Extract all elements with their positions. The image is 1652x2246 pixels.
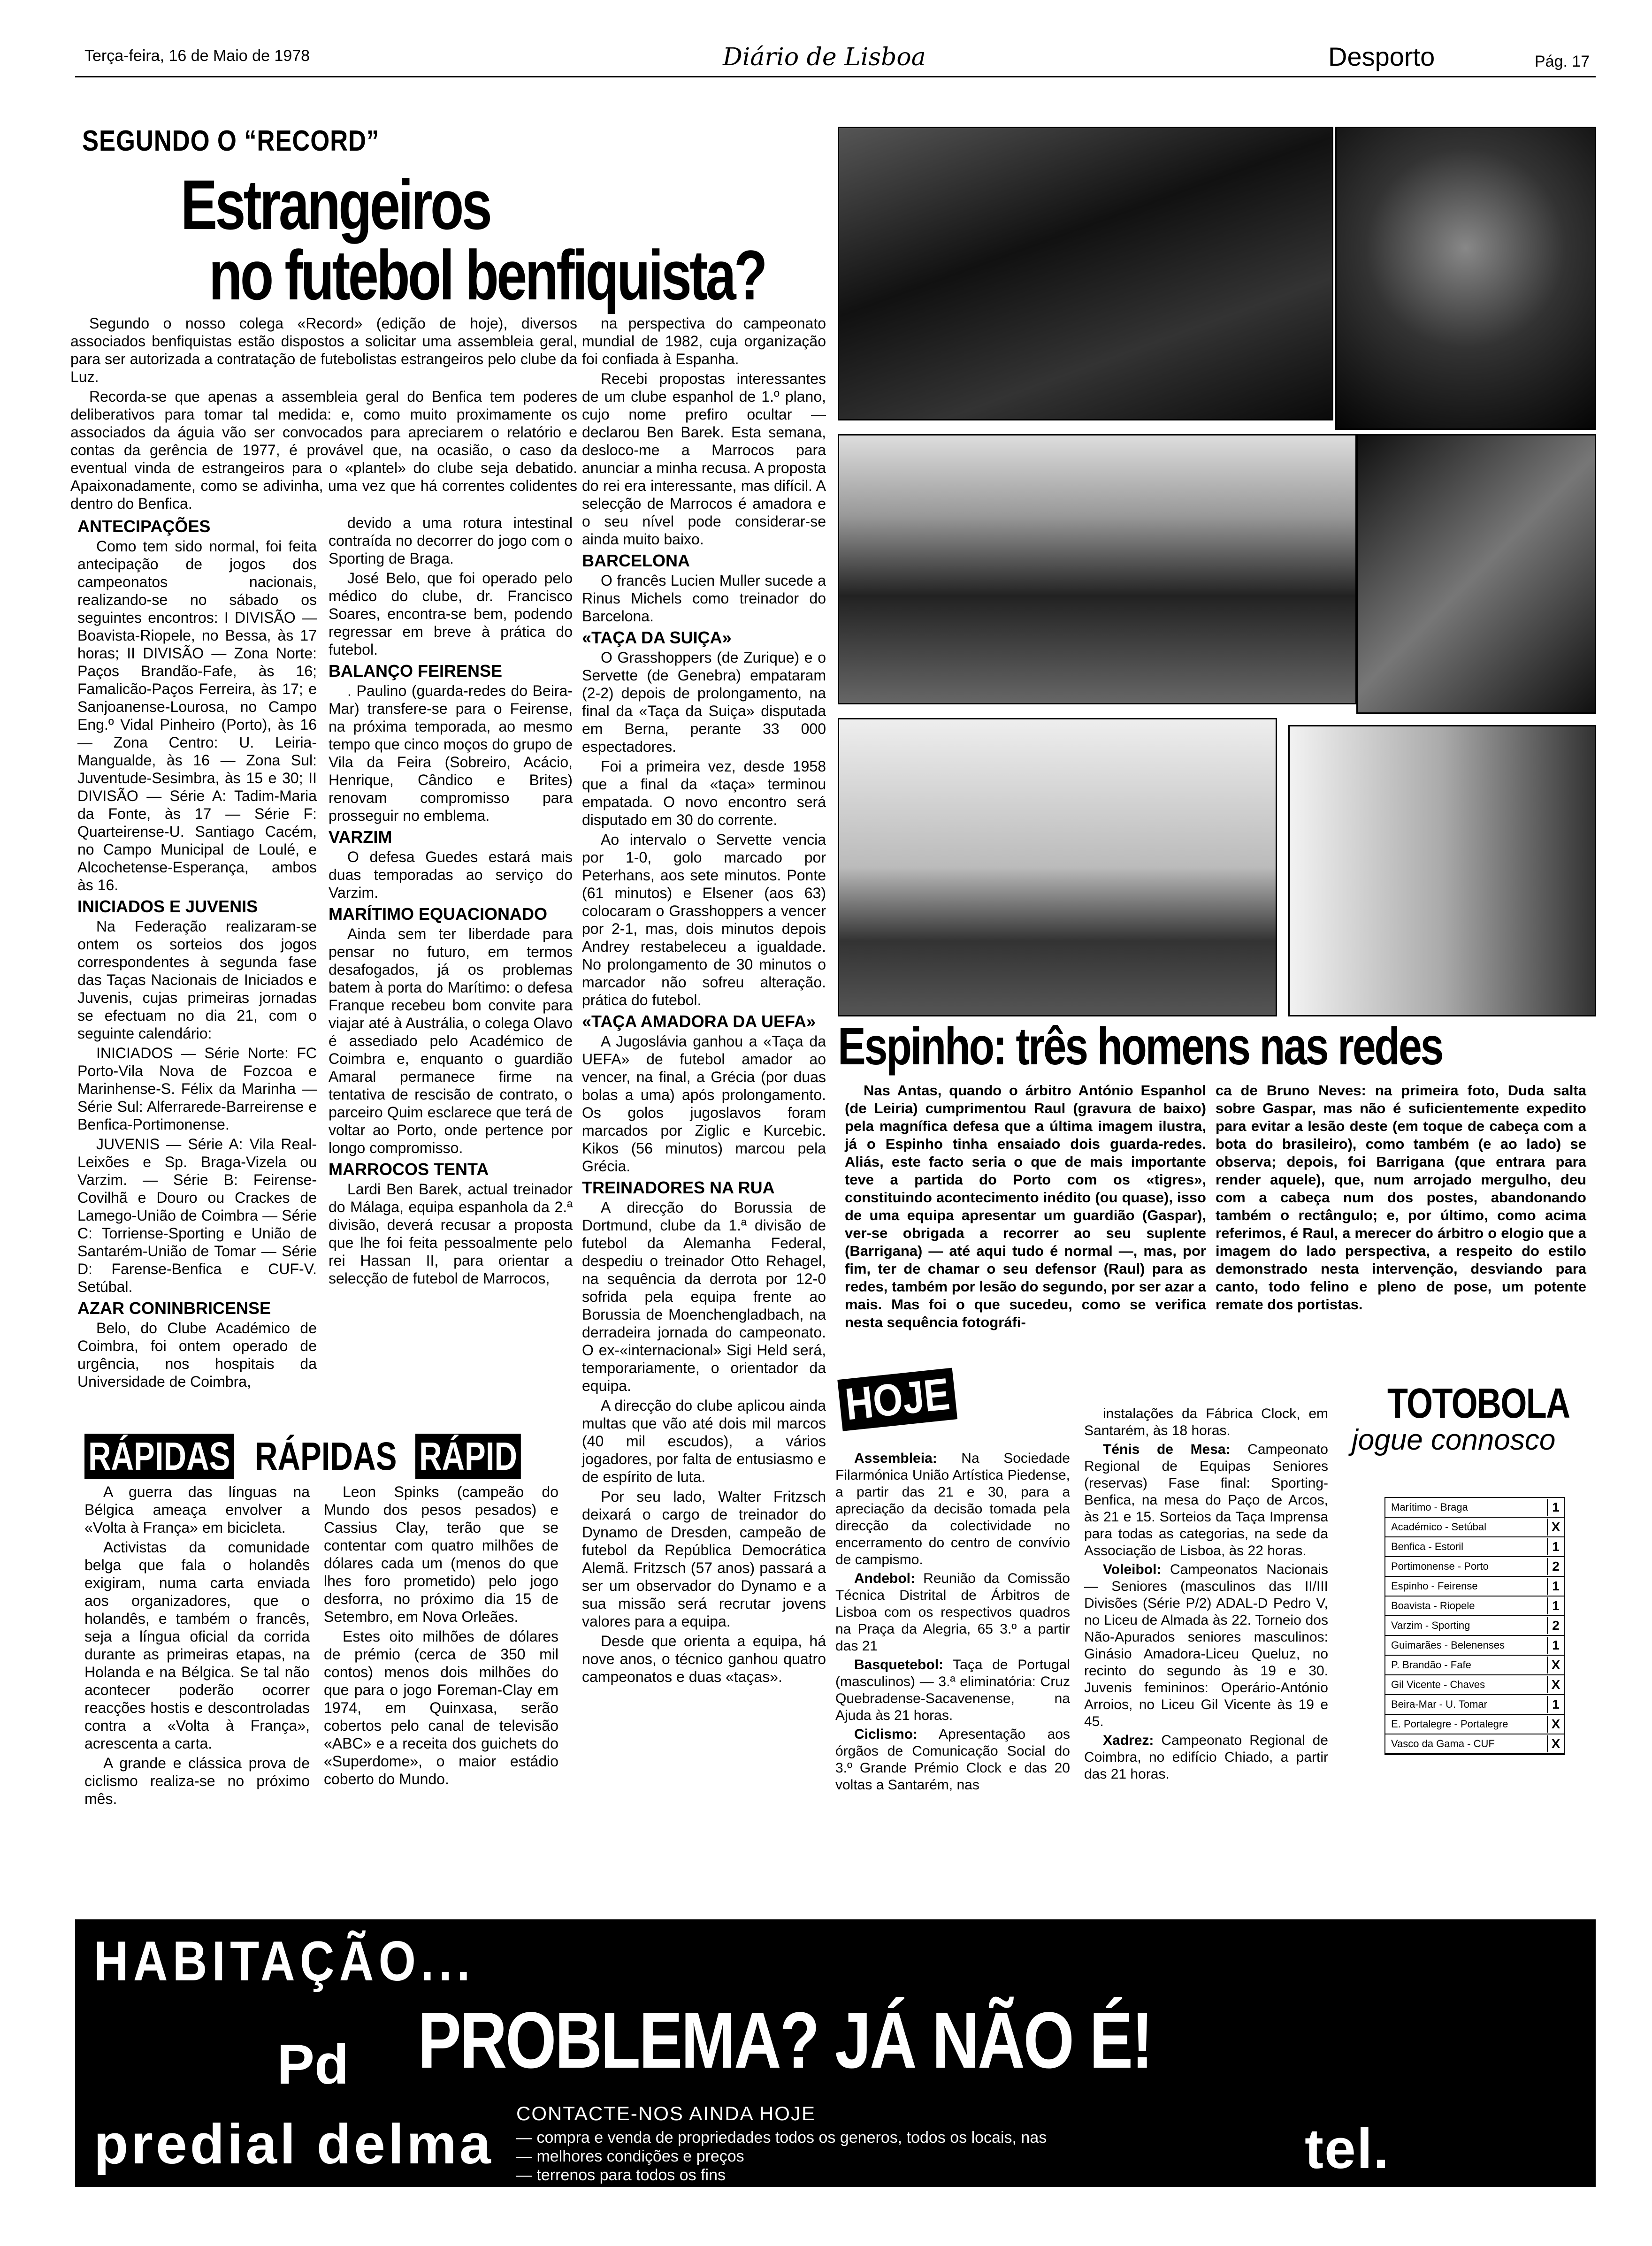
paragraph: Recebi propostas interessantes de um clube espanhol de 1.º plano, cujo nome prefiro ocultar — declarou Ben Barek. Esta semana, desloco-me a Marrocos para anunciar a minha recusa. A proposta do rei era interessante, mas difícil. A selecção de Marrocos é amadora e o seu nível pode considerar-se ainda muito baixo.: [582, 370, 826, 548]
hoje-entry-text: Reunião da Comissão Técnica Distrital de Árbitros de Lisboa com os respectivos quadros na Praça da Alegria, 65 3.º a partir das 21: [835, 1571, 1070, 1654]
totobola-row: [1385, 1715, 1564, 1734]
totobola-result: X: [1547, 1716, 1564, 1733]
ad-predial-delma: [75, 1919, 1596, 2245]
totobola-match: Espinho - Feirense: [1391, 1580, 1478, 1592]
ad-service-line: — terrenos para todos os fins: [516, 2166, 726, 2184]
hoje-entry-lead: Xadrez:: [1103, 1733, 1154, 1748]
totobola-row: [1385, 1675, 1564, 1695]
totobola-result: 1: [1547, 1637, 1564, 1654]
subheading: ANTECIPAÇÕES: [77, 517, 211, 536]
totobola-match: Gil Vicente - Chaves: [1391, 1679, 1485, 1690]
paragraph: Lardi Ben Barek, actual treinador do Málaga, equipa espanhola da 2.ª divisão, deverá recusar a proposta que lhe foi feita pessoalmente pelo rei Hassan II, para orientar a selecção de futebol de Marrocos,: [329, 1181, 573, 1287]
lead-paragraph: Recorda-se que apenas a assembleia geral do Benfica tem poderes deliberativos para tomar tal medida: e, como muito proximamente os associados da águia vão ser convocados para apreciarem o relatório e contas da gerência de 1977, é provável que, na ocasião, o caso da eventual vinda de estrangeiros para o «plantel» do clube seja debatido. Apaixonadamente, como se adivinha, uma vez que há correntes colidentes dentro do Benfica.: [70, 388, 577, 512]
rapidas-label: RÁPID: [415, 1434, 521, 1479]
totobola-result: X: [1547, 1657, 1564, 1673]
header-date: Terça-feira, 16 de Maio de 1978: [84, 47, 310, 65]
subheading: VARZIM: [329, 827, 392, 847]
lead-paragraph: Segundo o nosso colega «Record» (edição de hoje), diversos associados benfiquistas estão dispostos a solicitar uma assembleia geral, para ser autorizada a contratação de futebolistas estrangeiros pelo clube da Luz.: [70, 315, 577, 385]
totobola-match: Vasco da Gama - CUF: [1391, 1738, 1495, 1749]
rapidas-column-2: [324, 1483, 558, 1790]
section-name: Desporto: [1328, 42, 1435, 71]
totobola-result: X: [1547, 1676, 1564, 1693]
hoje-entry: [835, 1657, 1070, 1724]
hoje-column-2: [1084, 1406, 1328, 1785]
hoje-entry-text: instalações da Fábrica Clock, em Santarém, às 18 horas.: [1084, 1406, 1328, 1438]
photo-barrigana: [1356, 434, 1596, 714]
totobola-match: Varzim - Sporting: [1391, 1620, 1470, 1631]
hoje-entry: [835, 1726, 1070, 1794]
article-lead: [70, 314, 577, 514]
hoje-entry-text: Campeonato Regional de Equipas Seniores (reservas) Fase final: Sporting-Benfica, na mesa do Paço de Arcos, às 21 e 15. Sorteios da Taça Imprensa para todas as categorias, na sede da Associação de Lisboa, às 22 horas.: [1084, 1442, 1328, 1558]
photo-injured-keeper: [1335, 127, 1596, 430]
totobola-result: 1: [1547, 1578, 1564, 1595]
ad-problema: PROBLEMA? JÁ NÃO É!: [418, 1996, 1152, 2085]
hoje-entry-lead: Basquetebol:: [854, 1657, 944, 1673]
totobola-row: [1385, 1557, 1564, 1577]
hoje-entry-text: Campeonatos Nacionais — Seniores (masculinos das II/III Divisões (Série P/2) ADAL-D Pedro V, no Liceu de Almada às 22. Torneio dos Não-Apurados seniores masculinos: Ginásio Amadora-Liceu Queluz, no recinto do segundo às 19 e 30. Juvenis femininos: Operário-António Arroios, no Liceu Gil Vicente às 19 e 45.: [1084, 1562, 1328, 1729]
paragraph: Foi a primeira vez, desde 1958 que a final da «taça» terminou empatada. O novo encontro será disputado em 30 do corrente.: [582, 758, 826, 828]
totobola-result: X: [1547, 1519, 1564, 1536]
totobola-match: P. Brandão - Fafe: [1391, 1659, 1471, 1671]
rapidas-paragraph: A grande e clássica prova de ciclismo realiza-se no próximo mês.: [84, 1755, 310, 1807]
article-column-3: [582, 314, 826, 1688]
paragraph: Belo, do Clube Académico de Coimbra, foi ontem operado de urgência, nos hospitais da Universidade de Coimbra,: [77, 1320, 317, 1390]
subheading: «TAÇA AMADORA DA UEFA»: [582, 1012, 816, 1031]
paragraph: O defesa Guedes estará mais duas temporadas ao serviço do Varzim.: [329, 848, 573, 901]
paragraph: devido a uma rotura intestinal contraída no decorrer do jogo com o Sporting de Braga.: [329, 514, 573, 567]
subheading: MARÍTIMO EQUACIONADO: [329, 904, 547, 924]
subheading: TREINADORES NA RUA: [582, 1178, 775, 1197]
totobola-row: [1385, 1518, 1564, 1537]
totobola-row: [1385, 1636, 1564, 1656]
totobola-result: 1: [1547, 1696, 1564, 1713]
subheading: BARCELONA: [582, 551, 690, 570]
hoje-entry-text: Taça de Portugal (masculinos) — 3.ª eliminatória: Cruz Quebradense-Sacavenense, na Ajuda às 21 horas.: [835, 1657, 1070, 1723]
totobola-result: 1: [1547, 1597, 1564, 1614]
totobola-box: [1342, 1380, 1596, 1905]
totobola-row: [1385, 1656, 1564, 1675]
ad-logo: Pd: [277, 2033, 349, 2096]
totobola-match: Guimarães - Belenenses: [1391, 1639, 1505, 1651]
rapidas-paragraph: Leon Spinks (campeão do Mundo dos pesos pesados) e Cassius Clay, terão que se contentar com quatro milhões de dólares cada um (menos do que lhes foro prometido) pelo jogo desforra, no próximo dia 15 de Setembro, em Nova Orleães.: [324, 1483, 558, 1625]
hoje-entry-lead: Ciclismo:: [854, 1727, 918, 1742]
hoje-entry-lead: Andebol:: [854, 1571, 915, 1586]
ad-services: [516, 2128, 1047, 2185]
subheading: INICIADOS E JUVENIS: [77, 897, 258, 916]
photo-stadium-play: [838, 434, 1357, 704]
totobola-row: [1385, 1616, 1564, 1636]
hoje-entry-lead: Voleibol:: [1103, 1562, 1162, 1577]
subheading: MARROCOS TENTA: [329, 1160, 489, 1179]
paragraph: O Grasshoppers (de Zurique) e o Servette (de Genebra) empataram (2-2) depois de prolongamento, na final da «Taça da Suiça» disputada em Berna, perante 33 000 espectadores.: [582, 649, 826, 755]
totobola-match: Marítimo - Braga: [1391, 1501, 1468, 1513]
subheading: «TAÇA DA SUIÇA»: [582, 628, 732, 647]
hoje-entry-text: Apresentação aos órgãos de Comunicação Social do 3.º Grande Prémio Clock e das 20 voltas a Santarém, nas: [835, 1727, 1070, 1793]
header-rule: [75, 76, 1596, 77]
hoje-entry: [1084, 1732, 1328, 1783]
totobola-subtitle: jogue connosco: [1352, 1424, 1556, 1456]
hoje-title: HOJE: [837, 1368, 957, 1431]
totobola-result: 1: [1547, 1538, 1564, 1555]
page-number: Pág. 17: [1535, 53, 1590, 70]
rapidas-label: RÁPIDAS: [254, 1434, 397, 1478]
hoje-column-1: [835, 1450, 1070, 1795]
ad-brand: predial delma: [94, 2113, 494, 2176]
paragraph: A direcção do Borussia de Dortmund, clube da 1.ª divisão de futebol da Alemanha Federal, despediu o treinador Otto Rehagel, na sequência da derrota por 12-0 sofrida pela equipa frente ao Borussia de Moenchengladbach, na derradeira jornada do campeonato. O ex-«internacional» Sigi Held será, temporariamente, o orientador da equipa.: [582, 1199, 826, 1394]
totobola-result: 1: [1547, 1499, 1564, 1516]
paragraph: Desde que orienta a equipa, há nove anos, o técnico ganhou quatro campeonatos e duas «taças».: [582, 1633, 826, 1685]
totobola-match: Académico - Setúbal: [1391, 1521, 1486, 1533]
totobola-match: Beira-Mar - U. Tomar: [1391, 1698, 1487, 1710]
paragraph: JUVENIS — Série A: Vila Real-Leixões e Sp. Braga-Vizela ou Varzim. — Série B: Feirense-Covilhã e Douro ou Crackes de Lamego-União de Coimbra — Série C: Torriense-Sporting e União de Santarém-União de Tomar — Série D: Farense-Benfica e CUF-V. Setúbal.: [77, 1136, 317, 1295]
hoje-entry: [835, 1450, 1070, 1568]
hoje-entry-lead: Assembleia:: [854, 1451, 937, 1466]
totobola-row: [1385, 1537, 1564, 1557]
hoje-header: [840, 1368, 1112, 1431]
rapidas-paragraph: Activistas da comunidade belga que fala o holandês exigiram, numa carta enviada aos organizadores, que o holandês, e também o francês, seja a língua oficial da corrida durante as primeiras etapas, na Holanda e na Bélgica. Se tal não acontecer poderão ocorrer reacções hostis e descontroladas contra a «Volta à França», acrescenta a carta.: [84, 1539, 310, 1752]
espinho-text-1: [845, 1082, 1206, 1333]
totobola-table: [1384, 1497, 1565, 1755]
paragraph: . Paulino (guarda-redes do Beira-Mar) transfere-se para o Feirense, na próxima temporada, ao mesmo tempo que cinco moços do grupo de Vila da Feira (Sobreiro, Acácio, Henrique, Cândico e Brites) renovam compromisso para prosseguir no emblema.: [329, 682, 573, 824]
totobola-row: [1385, 1577, 1564, 1597]
masthead: Diário de Lisboa: [723, 43, 926, 71]
espinho-paragraph: Nas Antas, quando o árbitro António Espanhol (de Leiria) cumprimentou Raul (gravura de baixo) pela magnífica defesa que a última imagem ilustra, já o Espinho tinha ensaiado dois guarda-redes. Aliás, este facto seria o que de mais importante teve a partida do Porto com os «tigres», constituindo acontecimento inédito (ou quase), isso de uma equipa apresentar um guardião (Gaspar), ver-se obrigada a recorrer ao seu suplente (Barrigana) — até aqui tudo é normal —, mas, por fim, ter de chamar o seu defensor (Raul) para as redes, também por lesão do segundo, por ser azar a mais. Mas foi o que sucedeu, como se verifica nesta sequência fotográfi-: [845, 1082, 1206, 1330]
rapidas-paragraph: A guerra das línguas na Bélgica ameaça envolver a «Volta à França» em bicicleta.: [84, 1483, 310, 1536]
paragraph: Ainda sem ter liberdade para pensar no futuro, em termos desafogados, já os problemas batem à porta do Marítimo: o defesa Franque recebeu bom convite para viajar até à Austrália, o colega Olavo é assediado pelo Académico de Coimbra e, enquanto o guardião Amaral permanece firme na tentativa de rescisão de contrato, o parceiro Quim esclarece que terá de voltar ao Porto, onde pertence por longo compromisso.: [329, 925, 573, 1156]
photo-duda-gaspar: [838, 127, 1333, 420]
paragraph: O francês Lucien Muller sucede a Rinus Michels como treinador do Barcelona.: [582, 572, 826, 625]
ad-service-line: — compra e venda de propriedades todos os generos, todos os locais, nas: [516, 2129, 1047, 2147]
totobola-row: [1385, 1597, 1564, 1616]
paragraph: Como tem sido normal, foi feita antecipação de jogos dos campeonatos nacionais, realizando-se no sábado os seguintes encontros: I DIVISÃO — Boavista-Riopele, no Bessa, às 17 horas; II DIVISÃO — Zona Norte: Paços Brandão-Fafe, às 16; Famalicão-Paços Ferreira, às 17; e Sanjoanense-Lourosa, no Campo Eng.º Vidal Pinheiro (Porto), às 16 — Zona Centro: U. Leiria-Mangualde, às 16 — Zona Sul: Juventude-Sesimbra, às 15 e 30; II DIVISÃO — Série A: Tadim-Maria da Fonte, às 17 — Série F: Quarteirense-U. Santiago Cacém, no Campo Municipal de Loulé, e Alcochetense-Esperança, ambos às 16.: [77, 538, 317, 894]
espinho-headline: Espinho: três homens nas redes: [838, 1017, 1443, 1076]
paragraph: A Jugoslávia ganhou a «Taça da UEFA» de futebol amador ao vencer, na final, a Grécia (por duas bolas a uma) após prolongamento. Os golos jugoslavos foram marcados por Ziglic e Kurcebic. Kikos (56 minutos) marcou pela Grécia.: [582, 1033, 826, 1175]
hoje-entry: [835, 1570, 1070, 1655]
headline-line-1: Estrangeiros: [181, 165, 490, 244]
headline-line-2: no futebol benfiquista?: [209, 236, 765, 314]
totobola-title: TOTOBOLA: [1387, 1380, 1570, 1427]
totobola-result: X: [1547, 1735, 1564, 1752]
totobola-row: [1385, 1695, 1564, 1715]
ad-habitacao: HABITAÇÃO...: [94, 1930, 475, 1993]
totobola-row: [1385, 1734, 1564, 1754]
subheading: BALANÇO FEIRENSE: [329, 661, 503, 680]
rapidas-banner: [84, 1434, 817, 1478]
hoje-entry-text: Campeonato Regional de Coimbra, no edifício Chiado, a partir das 21 horas.: [1084, 1733, 1328, 1782]
paragraph: Por seu lado, Walter Fritzsch deixará o cargo de treinador do Dynamo de Dresden, campeão de futebol da República Democrática Alemã. Fritzsch (57 anos) passará a ser um observador do Dynamo e a sua missão será recrutar jovens valores para a equipa.: [582, 1488, 826, 1630]
totobola-row: [1385, 1498, 1564, 1518]
ad-telephone: tel. 578231: [1305, 2117, 1499, 2245]
hoje-entry-lead: Ténis de Mesa:: [1103, 1442, 1231, 1457]
hoje-entry: [1084, 1561, 1328, 1730]
paragraph: Na Federação realizaram-se ontem os sorteios dos jogos correspondentes à segunda fase das Taças Nacionais de Iniciados e Juvenis, cujas primeiras jornadas se efectuam no dia 21, com o seguinte calendário:: [77, 918, 317, 1042]
hoje-entry: [1084, 1441, 1328, 1559]
article-column-1: [77, 514, 317, 1392]
article-kicker: SEGUNDO O “RECORD”: [82, 125, 380, 157]
paragraph: Ao intervalo o Servette vencia por 1-0, golo marcado por Peterhans, aos sete minutos. Ponte (61 minutos) e Elsener (aos 63) colocaram o Grasshoppers a vencer por 2-1, mas, dois minutos depois Andrey restabeleceu a igualdade. No prolongamento de 30 minutos o marcador não sofreu alteração. prática do futebol.: [582, 831, 826, 1008]
photo-referee: [1288, 725, 1596, 1016]
totobola-match: Portimonense - Porto: [1391, 1560, 1489, 1572]
ad-contact: CONTACTE-NOS AINDA HOJE: [516, 2102, 816, 2124]
totobola-match: E. Portalegre - Portalegre: [1391, 1718, 1508, 1730]
paragraph: INICIADOS — Série Norte: FC Porto-Vila Nova de Fozcoa e Marinhense-S. Félix da Marinha — Série Sul: Alferrarede-Barreirense e Benfica-Portimonense.: [77, 1045, 317, 1133]
rapidas-paragraph: Estes oito milhões de dólares de prémio (cerca de 350 mil contos) menos dois milhões do que para o jogo Foreman-Clay em 1974, em Quinxasa, serão cobertos pelo canal de televisão «ABC» e a receita dos guichets do «Superdome», o maior estádio coberto do Mundo.: [324, 1628, 558, 1788]
paragraph: A direcção do clube aplicou ainda multas que vão até dois mil marcos (40 mil escudos), a vários jogadores, por falta de entusiasmo e de espírito de luta.: [582, 1397, 826, 1485]
espinho-paragraph: ca de Bruno Neves: na primeira foto, Duda salta sobre Gaspar, mas não é suficientemente expedito para evitar a lesão deste (em toque de cabeça com a bota do brasileiro), como também (e ao lado) se observa; depois, foi Barrigana (que entrara para render aquele), que, num arrojado mergulho, deu com a cabeça num dos postes, abandonando também o rectângulo; e, por último, como acima referimos, é Raul, a merecer do árbitro o elogio que a imagem do lado perspectiva, a respeito do estilo demonstrado nesta intervenção, desviando para canto, todo felino e pleno de pose, um potente remate dos portistas.: [1216, 1082, 1586, 1313]
paragraph: na perspectiva do campeonato mundial de 1982, cuja organização foi confiada à Espanha.: [582, 315, 826, 367]
hoje-entry: [1084, 1406, 1328, 1439]
totobola-result: 2: [1547, 1558, 1564, 1575]
rapidas-label: RÁPIDAS: [84, 1434, 234, 1479]
subheading: AZAR CONINBRICENSE: [77, 1299, 271, 1318]
totobola-result: 2: [1547, 1617, 1564, 1634]
paragraph: José Belo, que foi operado pelo médico do clube, dr. Francisco Soares, encontra-se bem, podendo regressar em breve à prática do futebol.: [329, 570, 573, 658]
rapidas-column-1: [84, 1483, 310, 1810]
article-column-2: [329, 514, 573, 1289]
ad-service-line: — melhores condições e preços: [516, 2147, 744, 2165]
hoje-entry-text: Na Sociedade Filarmónica União Artística Piedense, a partir das 21 e 30, para a apreciação da decisão tomada pela direcção da colectividade no encerramento do centro de convívio de campismo.: [835, 1451, 1070, 1567]
photo-raul-save: [838, 718, 1277, 1016]
espinho-text-2: [1216, 1082, 1586, 1315]
totobola-match: Benfica - Estoril: [1391, 1541, 1464, 1552]
totobola-match: Boavista - Riopele: [1391, 1600, 1475, 1612]
